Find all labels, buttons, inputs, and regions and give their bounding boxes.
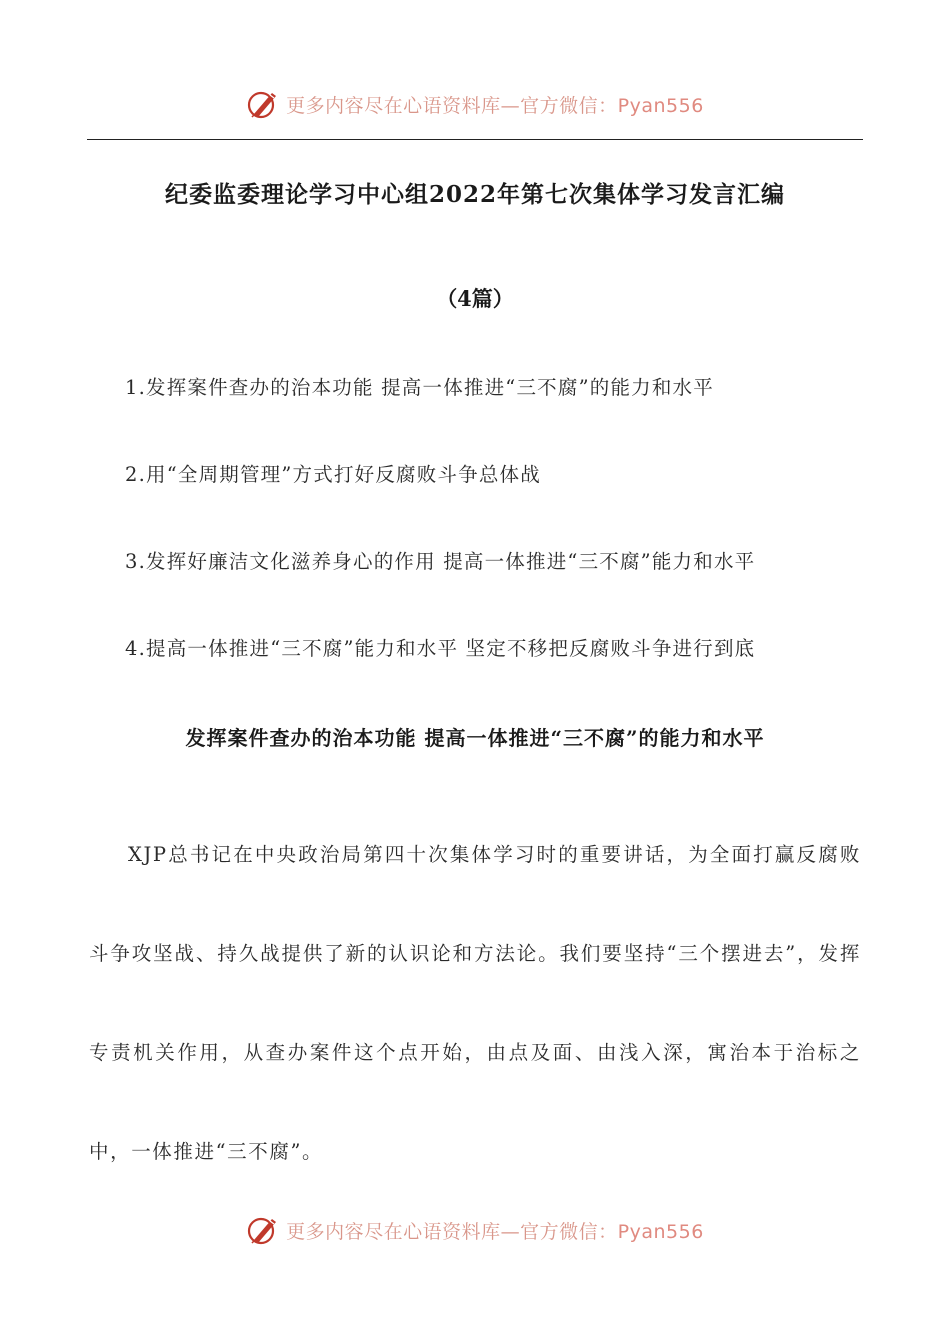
header-banner-text <box>286 91 704 118</box>
toc-item-4: 4.提高一体推进“三不腐”能力和水平 坚定不移把反腐败斗争进行到底 <box>125 637 756 660</box>
pen-circle-logo-icon <box>246 1213 280 1247</box>
footer-banner-label: 更多内容尽在心语资料库—官方微信： <box>286 1220 618 1243</box>
footer-banner <box>0 1210 950 1250</box>
header-banner-content <box>246 87 704 121</box>
footer-wechat-id: Pyan556 <box>617 1220 704 1243</box>
header-wechat-id: Pyan556 <box>617 94 704 117</box>
footer-banner-content <box>246 1213 704 1247</box>
header-banner <box>0 84 950 124</box>
pen-circle-logo-icon <box>246 87 280 121</box>
footer-banner-text <box>286 1217 704 1244</box>
header-divider <box>87 139 863 140</box>
toc-item-3: 3.发挥好廉洁文化滋养身心的作用 提高一体推进“三不腐”能力和水平 <box>125 550 756 573</box>
document-subtitle: （4篇） <box>436 286 514 311</box>
toc-item-1: 1.发挥案件查办的治本功能 提高一体推进“三不腐”的能力和水平 <box>125 376 714 399</box>
section-heading: 发挥案件查办的治本功能 提高一体推进“三不腐”的能力和水平 <box>185 726 765 750</box>
body-paragraph: XJP总书记在中央政治局第四十次集体学习时的重要讲话，为全面打赢反腐败斗争攻坚战、持久战提供了新的认识论和方法论。我们要坚持“三个摆进去”，发挥专责机关作用，从查办案件这个点开始，由点及面、由浅入深，寓治本于治标之中，一体推进“三不腐”。 <box>89 843 861 1163</box>
table-of-contents <box>125 372 865 720</box>
header-banner-label: 更多内容尽在心语资料库—官方微信： <box>286 94 618 117</box>
document-title: 纪委监委理论学习中心组2022年第七次集体学习发言汇编 <box>164 181 785 208</box>
toc-item-2: 2.用“全周期管理”方式打好反腐败斗争总体战 <box>125 463 541 486</box>
